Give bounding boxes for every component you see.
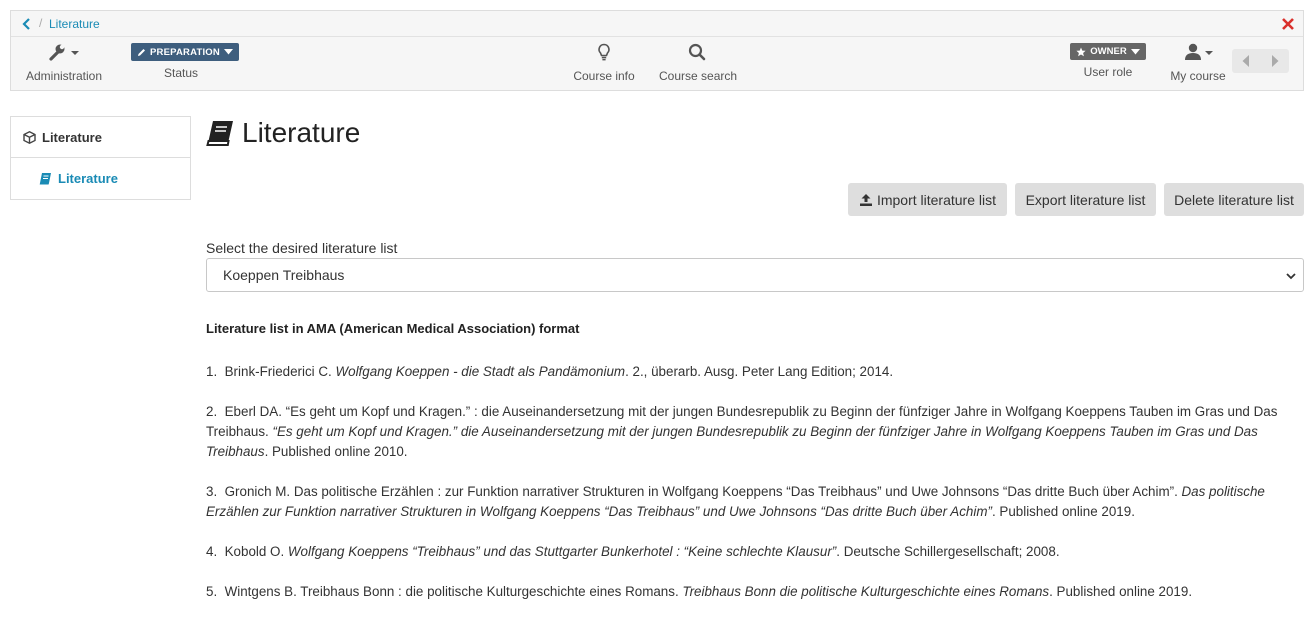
literature-list-selected-value: Koeppen Treibhaus (223, 267, 345, 283)
reference-list (206, 362, 1306, 622)
reference-text: . Published online 2019. (1049, 584, 1193, 599)
reference-text: . Deutsche Schillergesellschaft; 2008. (836, 544, 1060, 559)
reference-title: “Es geht um Kopf und Kragen.” die Auseinandersetzung mit der jungen Bundesrepublik zu Beginn der fünfziger Jahre in Wolfgang Koeppens Tauben im Gras und Das Treibhaus (206, 424, 1258, 459)
caret-down-icon (1131, 49, 1140, 55)
previous-node-button[interactable] (1232, 49, 1261, 73)
wrench-icon (47, 43, 81, 61)
user-icon (1181, 43, 1215, 61)
course-info-label: Course info (573, 69, 635, 83)
reference-item (206, 482, 1306, 522)
chevron-down-icon (1285, 270, 1297, 282)
breadcrumb-separator: / (39, 16, 43, 30)
reference-text: . 2., überarb. Ausg. Peter Lang Edition; 2014. (625, 364, 894, 379)
reference-title: Treibhaus Bonn die politische Kulturgeschichte eines Romans (682, 584, 1050, 599)
breadcrumb-literature[interactable]: Literature (49, 17, 100, 31)
my-course-label: My course (1170, 69, 1226, 83)
import-literature-label: Import literature list (876, 191, 997, 208)
course-menu-sidebar (10, 116, 191, 200)
literature-list-select-label: Select the desired literature list (206, 240, 398, 256)
caret-right-icon (1271, 55, 1279, 67)
reference-number: 2. (206, 404, 218, 419)
reference-number: 5. (206, 584, 218, 599)
reference-text: Kobold O. (224, 544, 288, 559)
book-icon (39, 172, 52, 185)
course-search-label: Course search (659, 69, 738, 83)
import-literature-button[interactable] (848, 183, 1007, 216)
delete-literature-label: Delete literature list (1174, 191, 1294, 208)
export-literature-label: Export literature list (1025, 191, 1146, 208)
reference-item (206, 542, 1306, 562)
status-badge-text: PREPARATION (150, 46, 220, 58)
star-icon (1076, 47, 1086, 57)
page-title-text: Literature (242, 117, 361, 148)
administration-label: Administration (25, 69, 103, 83)
status-label: Status (163, 66, 199, 80)
reference-number: 4. (206, 544, 218, 559)
my-course-menu[interactable] (1167, 43, 1229, 83)
pencil-icon (137, 48, 146, 57)
user-role-label: User role (1083, 65, 1133, 79)
status-badge[interactable] (131, 43, 239, 61)
breadcrumb (11, 11, 1303, 37)
course-search-button[interactable] (659, 43, 738, 83)
reference-number: 1. (206, 364, 218, 379)
reference-item (206, 402, 1306, 462)
cube-icon (23, 131, 36, 144)
close-icon[interactable] (1281, 17, 1295, 31)
reference-title: Wolfgang Koeppen - die Stadt als Pandämonium (335, 364, 626, 379)
book-icon (206, 119, 234, 147)
lightbulb-icon (597, 43, 611, 61)
reference-text: Eberl DA. “Es geht um Kopf und Kragen.” : die Auseinandersetzung mit der jungen Bundesrepublik zu Beginn der fünfziger Jahre in Wolfgang Koeppens Tauben im Gras und Das Treibhaus. (206, 404, 1278, 439)
caret-left-icon (1242, 55, 1250, 67)
caret-down-icon (224, 49, 233, 55)
course-info-button[interactable] (571, 43, 637, 83)
format-heading: Literature list in AMA (American Medical Association) format (206, 321, 580, 336)
page-title (206, 115, 360, 151)
course-nav-arrows (1232, 49, 1289, 73)
reference-text: Brink-Friederici C. (224, 364, 336, 379)
reference-text: Wintgens B. Treibhaus Bonn : die politische Kulturgeschichte eines Romans. (224, 584, 683, 599)
status-menu[interactable] (131, 43, 231, 80)
sidebar-item-label: Literature (42, 129, 102, 145)
reference-item (206, 362, 1306, 382)
search-icon (688, 43, 706, 61)
reference-number: 3. (206, 484, 218, 499)
reference-title: Wolfgang Koeppens “Treibhaus” und das Stuttgarter Bunkerhotel : “Keine schlechte Klausur” (287, 544, 837, 559)
reference-title: Das politische Erzählen zur Funktion narrativer Strukturen in Wolfgang Koeppens “Das Treibhaus” und Uwe Johnsons “Das dritte Buch über Achim” (206, 484, 1265, 519)
user-role-menu[interactable] (1069, 43, 1147, 79)
literature-list-select[interactable] (206, 258, 1304, 292)
upload-icon (859, 193, 873, 207)
chevron-left-icon[interactable] (21, 17, 33, 31)
next-node-button[interactable] (1261, 49, 1290, 73)
sidebar-item-literature-root[interactable] (11, 117, 190, 158)
delete-literature-button[interactable] (1164, 183, 1304, 216)
reference-text: Gronich M. Das politische Erzählen : zur Funktion narrativer Strukturen in Wolfgang Koeppens “Das Treibhaus” und Uwe Johnsons “Das dritte Buch über Achim”. (224, 484, 1182, 499)
export-literature-button[interactable] (1015, 183, 1156, 216)
administration-menu[interactable] (25, 43, 103, 83)
reference-text: . Published online 2019. (991, 504, 1135, 519)
reference-text: . Published online 2010. (264, 444, 408, 459)
owner-badge-text: OWNER (1090, 46, 1127, 57)
reference-item (206, 582, 1306, 602)
course-toolbar (10, 10, 1304, 91)
sidebar-item-label: Literature (58, 171, 118, 186)
sidebar-item-literature[interactable] (11, 158, 190, 199)
owner-badge[interactable] (1070, 43, 1145, 60)
